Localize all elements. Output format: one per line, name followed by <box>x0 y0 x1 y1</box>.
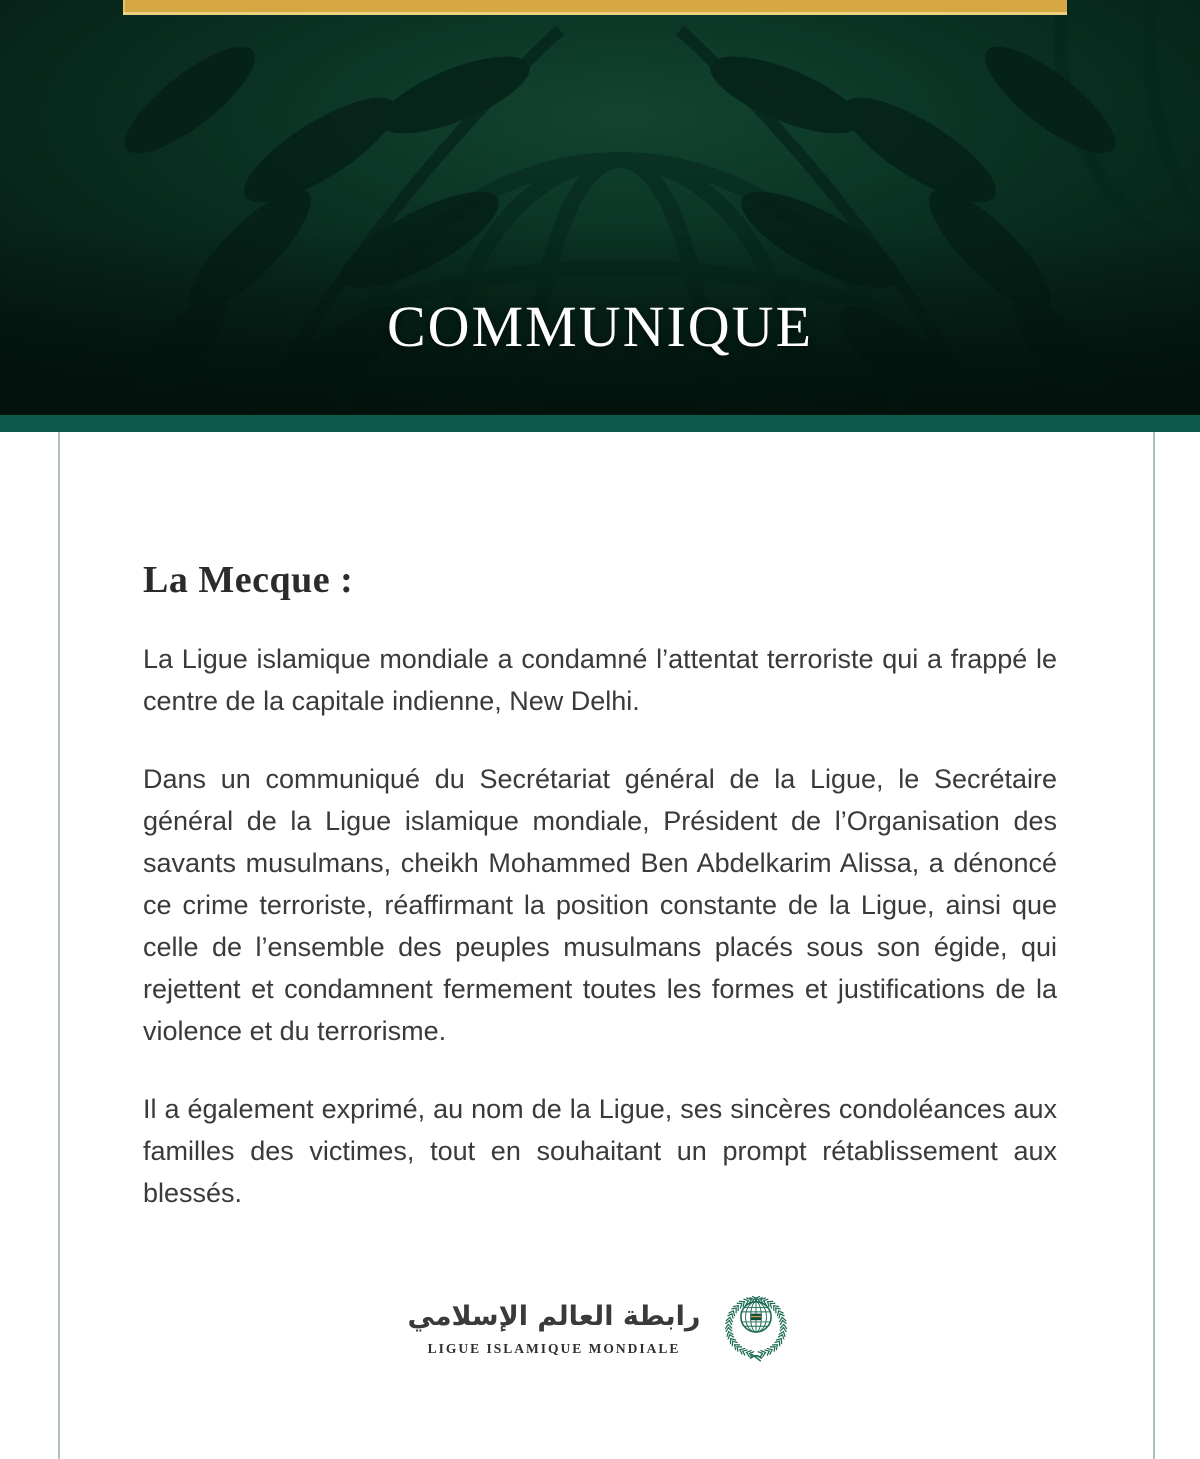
teal-divider-band <box>0 415 1200 432</box>
logo-arabic-name: رابطة العالم الإسلامي <box>407 1301 701 1332</box>
paragraph: Il a également exprimé, au nom de la Ligue, ses sincères condoléances aux familles des victimes, tout en souhaitant un prompt rétablissement aux blessés. <box>143 1094 1057 1208</box>
hero-header <box>0 0 1200 415</box>
section-heading: La Mecque : <box>143 559 354 601</box>
logo-latin-name: LIGUE ISLAMIQUE MONDIALE <box>427 1341 681 1356</box>
mwl-wreath-globe-emblem-icon <box>720 1288 792 1366</box>
gold-accent-bar <box>123 0 1067 15</box>
communique-body <box>143 432 1057 1214</box>
footer-logo <box>0 1288 1200 1366</box>
footer-logo-text <box>408 1297 701 1357</box>
paragraph: La Ligue islamique mondiale a condamné l’attentat terroriste qui a frappé le centre de la capitale indienne, New Delhi. <box>143 644 1057 716</box>
paragraph: Dans un communiqué du Secrétariat général de la Ligue, le Secrétaire général de la Ligue islamique mondiale, Président de l’Organisation des savants musulmans, cheikh Mohammed Ben Abdelkarim Alissa, a dénoncé ce crime terroriste, réaffirmant la position constante de la Ligue, ainsi que celle de l’ensemble des peuples musulmans placés sous son égide, qui rejettent et condamnent fermement toutes les formes et justifications de la violence et du terrorisme. <box>143 764 1057 1046</box>
page-title: COMMUNIQUE <box>387 294 813 359</box>
